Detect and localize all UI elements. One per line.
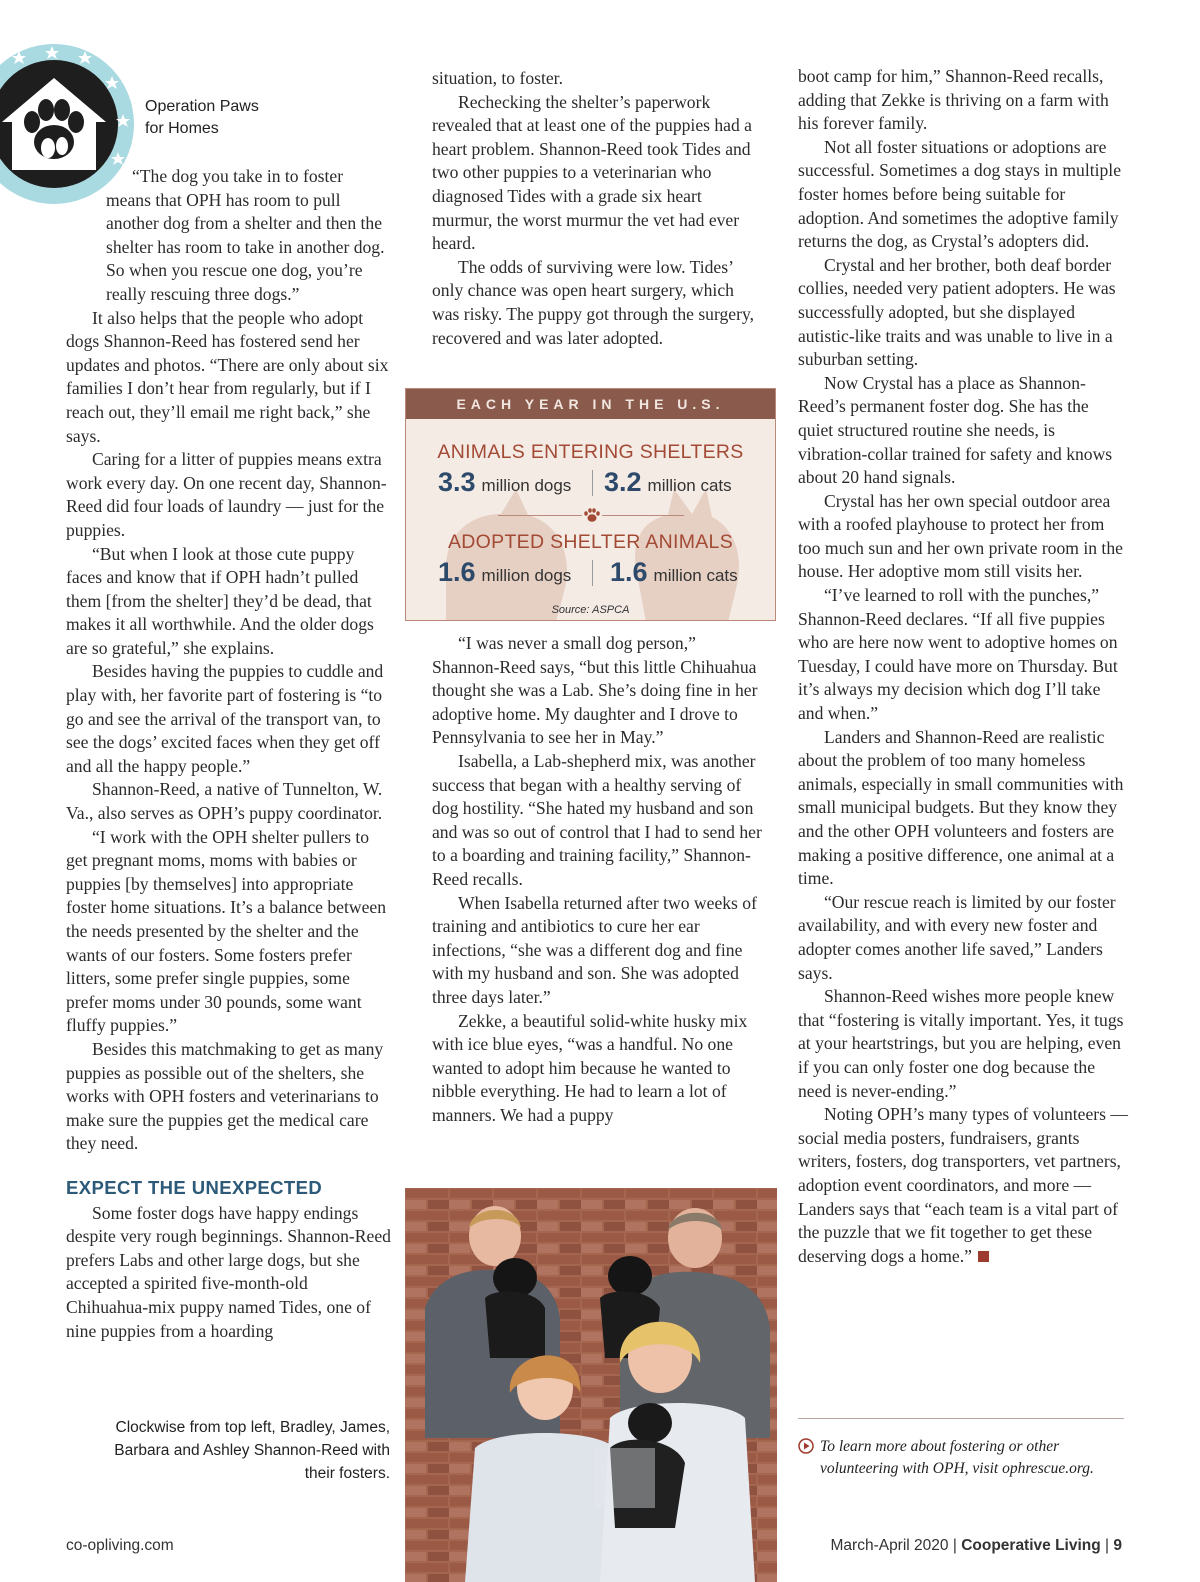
stat-divider bbox=[592, 560, 593, 586]
entering-cats-unit: million cats bbox=[647, 476, 732, 495]
adopted-cats-value: 1.6 bbox=[610, 557, 648, 587]
col1-paragraph: Besides having the puppies to cuddle and play with, her favorite part of fostering is “to go and see the arrival of the transport van, to see the dogs’ excited faces when they get off and all the happy people.” bbox=[66, 661, 384, 776]
col3-paragraph: Not all foster situations or adoptions are successful. Sometimes a dog stays in multiple foster homes before being suitable for adoption. And sometimes the adoptive family returns the dog, as Crystal’s adopters did. bbox=[798, 136, 1122, 252]
footer-website: co-opliving.com bbox=[66, 1537, 174, 1554]
col1-paragraph: “I work with the OPH shelter pullers to get pregnant moms, moms with babies or puppies [by themselves] into appropriate foster home situations. It’s a balance between the needs presented by the shelter and the wants of our fosters. Some fosters prefer litters, some prefer single puppies, some prefer moms under 30 pounds, some want fluffy puppies.” bbox=[66, 826, 387, 1036]
org-name-line1: Operation Paws bbox=[145, 98, 259, 115]
col3-paragraph: Crystal and her brother, both deaf border collies, needed very patient adopters. He was successfully adopted, but she displayed autistic-like traits and was unable to live in a suburban setting. bbox=[798, 254, 1116, 370]
adopted-dogs-value: 1.6 bbox=[438, 557, 476, 587]
col2-paragraph: Isabella, a Lab-shepherd mix, was another success that began with a healthy serving of dog hostility. “She hated my husband and son and was so out of control that I had to send her to a boarding and training facility,” Shannon-Reed recalls. bbox=[432, 750, 762, 889]
footer-issue-info bbox=[831, 1537, 1123, 1555]
entering-dogs-value: 3.3 bbox=[438, 467, 476, 497]
col1-paragraph: Some foster dogs have happy endings despite very rough beginnings. Shannon-Reed prefers Labs and other large dogs, but she accepted a spirited five-month-old Chihuahua-mix puppy named Tides, one of nine puppies from a hoarding bbox=[66, 1202, 391, 1341]
footer-magazine-name: Cooperative Living bbox=[961, 1537, 1101, 1554]
footnote-divider bbox=[798, 1418, 1124, 1419]
footer-page-number: 9 bbox=[1113, 1537, 1122, 1554]
col2-paragraph: Zekke, a beautiful solid-white husky mix with ice blue eyes, “was a handful. No one wanted to adopt him because he wanted to nibble everything. He had to learn a lot of manners. We had a puppy bbox=[432, 1010, 748, 1125]
entering-cats-value: 3.2 bbox=[604, 467, 642, 497]
col3-paragraph: “Our rescue reach is limited by our foster availability, and with every new foster and adopter comes another life saved,” Landers says. bbox=[798, 891, 1116, 983]
end-mark-icon bbox=[978, 1251, 989, 1262]
col3-paragraph: Shannon-Reed wishes more people knew that “fostering is vitally important. Yes, it tugs at your heartstrings, but you are helping, even if you can only foster one dog because the need is never-ending.” bbox=[798, 986, 1124, 1101]
org-name-line2: for Homes bbox=[145, 120, 219, 137]
family-photo bbox=[405, 1188, 777, 1582]
entering-dogs-unit: million dogs bbox=[481, 476, 572, 495]
col3-paragraph bbox=[798, 1103, 1128, 1268]
org-name bbox=[145, 96, 259, 140]
stat-divider bbox=[592, 470, 593, 496]
col3-paragraph: “I’ve learned to roll with the punches,” Shannon-Reed declares. “If all five puppies who are here now went to adoptive homes on Tuesday, I could have more on Thursday. But it’s always my decision which dog I’ll take and when.” bbox=[798, 585, 1118, 724]
adopted-row bbox=[432, 557, 752, 589]
col3-paragraph: Now Crystal has a place as Shannon-Reed’s permanent foster dog. She has the quiet structured routine she needs, is vibration-collar trained for safety and knows about 20 hand signals. bbox=[798, 372, 1113, 488]
col1-paragraph: It also helps that the people who adopt dogs Shannon-Reed has fostered send her updates and photos. “There are only about six families I don’t hear from regularly, but if I reach out, they’ll email me right back,” she says. bbox=[66, 307, 389, 446]
play-arrow-icon bbox=[798, 1438, 814, 1454]
entering-dogs-stat bbox=[438, 467, 571, 498]
article-column-2-bottom bbox=[432, 632, 762, 1127]
col1-paragraph: Besides this matchmaking to get as many puppies as possible out of the shelters, she works with OPH fosters and veterinarians to make sure the puppies get the medical care they need. bbox=[66, 1038, 384, 1154]
adopted-dogs-unit: million dogs bbox=[481, 566, 572, 585]
col1-paragraph: “The dog you take in to foster means that OPH has room to pull another dog from a shelter and then the shelter has room to take in another dog. So when you rescue one dog, you’re really rescuing three dogs.” bbox=[106, 166, 385, 304]
footer-separator: | bbox=[952, 1537, 957, 1554]
adopted-title: ADOPTED SHELTER ANIMALS bbox=[447, 531, 734, 553]
adopted-dogs-stat bbox=[438, 557, 571, 588]
article-column-2-top bbox=[432, 67, 762, 350]
infographic-source: Source: ASPCA bbox=[551, 604, 630, 616]
col1-paragraph: “But when I look at those cute puppy faces and know that if OPH hadn’t pulled them [from the shelter] they’d be dead, that makes it all worthwhile. And the older dogs are so grateful,” she explains. bbox=[66, 543, 374, 658]
adopted-cats-stat bbox=[610, 557, 738, 588]
entering-cats-stat bbox=[604, 467, 732, 498]
col3-last-paragraph-text: Noting OPH’s many types of volunteers — social media posters, fundraisers, grants writers, fosters, dog transporters, vet partners, adoption event coordinators, and more — Landers says that “each team is a vital part of the puzzle that we fit together to get these deserving dogs a home.” bbox=[798, 1104, 1128, 1266]
col2-paragraph: situation, to foster. bbox=[432, 68, 563, 88]
footnote-text: To learn more about fostering or other volunteering with OPH, visit ophrescue.org. bbox=[820, 1438, 1094, 1477]
entering-row bbox=[432, 467, 752, 499]
col2-paragraph: The odds of surviving were low. Tides’ only chance was open heart surgery, which was risky. The puppy got through the surgery, recovered and was later adopted. bbox=[432, 256, 755, 348]
col2-paragraph: “I was never a small dog person,” Shannon-Reed says, “but this little Chihuahua thought she was a Lab. She’s doing fine in her adoptive home. My daughter and I drove to Pennsylvania to see her in May.” bbox=[432, 633, 758, 748]
article-column-3 bbox=[798, 65, 1128, 1268]
entering-title: ANIMALS ENTERING SHELTERS bbox=[437, 441, 744, 463]
footnote bbox=[798, 1436, 1128, 1480]
article-column-1 bbox=[66, 165, 392, 1343]
infographic-header: EACH YEAR IN THE U.S. bbox=[406, 389, 775, 419]
adopted-cats-unit: million cats bbox=[653, 566, 738, 585]
footer-issue-date: March-April 2020 bbox=[830, 1537, 949, 1554]
photo-caption: Clockwise from top left, Bradley, James, Barbara and Ashley Shannon-Reed with their fosters. bbox=[114, 1419, 390, 1482]
col1-paragraph: Caring for a litter of puppies means extra work every day. On one recent day, Shannon-Reed did four loads of laundry — just for the puppies. bbox=[66, 449, 387, 540]
col2-paragraph: Rechecking the shelter’s paperwork revealed that at least one of the puppies had a heart problem. Shannon-Reed took Tides and two other puppies to a veterinarian who diagnosed Tides with a grade six heart murmur, the worst murmur the vet had ever heard. bbox=[432, 91, 752, 254]
col3-paragraph: Crystal has her own special outdoor area with a roofed playhouse to protect her from too much sun and her own private room in the house. Her adoptive mom still visits her. bbox=[798, 490, 1123, 582]
col1-paragraph: Shannon-Reed, a native of Tunnelton, W. Va., also serves as OPH’s puppy coordinator. bbox=[66, 779, 383, 824]
col3-paragraph: Landers and Shannon-Reed are realistic about the problem of too many homeless animals, especially in small communities with small municipal budgets. But they know they and the other OPH volunteers and fosters are making a positive difference, one animal at a time. bbox=[798, 726, 1124, 889]
col3-paragraph: boot camp for him,” Shannon-Reed recalls, adding that Zekke is thriving on a farm with his forever family. bbox=[798, 66, 1109, 134]
col2-paragraph: When Isabella returned after two weeks of training and antibiotics to cure her ear infections, “she was a different dog and fine with my husband and son. She was adopted three days later.” bbox=[432, 892, 757, 1007]
section-heading: EXPECT THE UNEXPECTED bbox=[66, 1176, 323, 1198]
shelter-stats-infographic bbox=[405, 388, 776, 621]
paw-icon bbox=[582, 505, 602, 525]
footer-separator: | bbox=[1105, 1537, 1110, 1554]
